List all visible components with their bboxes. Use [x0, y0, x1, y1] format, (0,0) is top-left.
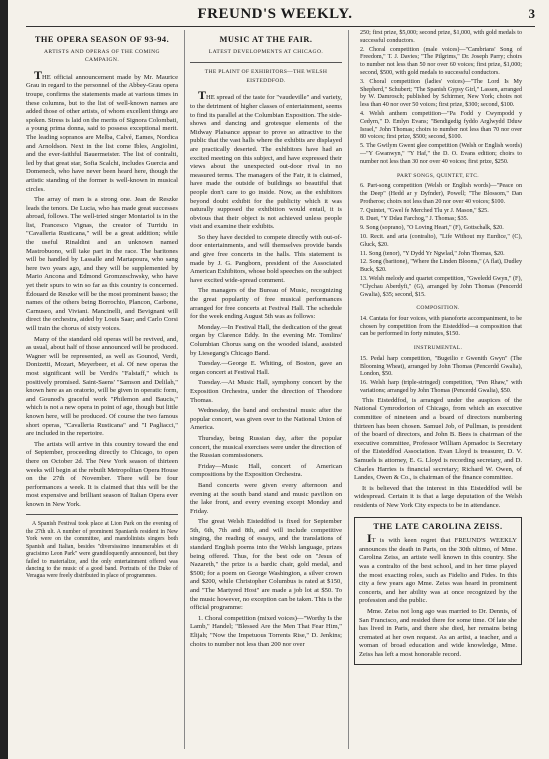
paragraph: Tuesday.—At Music Hall, symphony concert by the Exposition Orchestra, under the direction of Theodore Thomas. — [190, 379, 342, 404]
paragraph: The array of men is a strong one. Jean de Reszke leads the tenors. De Lucia, who has made great successes abroad, follows. The well-tried singer Montariol is in the list, Francesco Vignas, the creator of Turridu in "Cavalleria Rusticana," will be a great addition; while the useful Rinaldini and an unknown named Mastrobuono, will take part in the race. The baritones will be handled by Lassalle and Martapoura, who sang here two years ago, and they will be supplemented by Mario Ancona and Edmond Gromzeschwsky, who have yet their spurs to win so far as this country is concerned. Édouard de Reszke will be the most prominent basso; the names of the others being Borrochio, Plancon, Carbone, Carnuseo, and Viviani. Mancinelli, and Bevignani will direct the orchestra, aided by Louis Saar; and Carlo Corsi will train the chorus of sixty voices. — [26, 196, 178, 332]
page-binding-edge — [0, 0, 8, 759]
list-item: 4. Welsh anthem competition—"Pa Fodd y Cwympodd y Cedyrn," D. Emlyn Evans; "Bendigedig fyddo Arglwydd Dduw Israel," John Thomas; choirs to number not less than 70 nor over 80 voices; first prize, $500; second, $100. — [360, 110, 522, 141]
paragraph: THE official announcement made by Mr. Maurice Grau in regard to the personnel of the Abbey-Grau opera troupe, confirms the statements made at various times in these columns, but to the list of well-known names are added those of other artists, of whom excellent things are spoken. Stress is laid on the merits of Signora Colombati, a young prima donna, said to possess exceptional merit. The leading sopranos are Melba, Calvé, Eames, Nordica and Arnoldson. Next in the list come Ibles, Angiolini, and the ever-faithful Bauermeister. The list of contralti, led by that great star, Sofia Scalchi, includes Guercia and Domenech, who have never been heard here, though the artistic standing of the former is well-known in musical circles. — [26, 67, 178, 193]
list-item: 10. Recit. and aria (contralto), "Life Without my Eurdice," (C), Gluck, $20. — [360, 233, 522, 248]
paragraph: This Eisteddfod, is arranged under the auspices of the National Cymrodorion of Chicago, from which an executive committee of nineteen and a board of directors numbering thirteen has been chosen. Samuel Job, of Pullman, is president of the board of directors, and John B. Bees is chairman of the executive committee, Professor William Apmadoc is Secretary of the Eisteddfod Association. Evan Lloyd is treasurer, D. V. Samuels is attorney, E. G. Lloyd is recording secretary, and D. Charles Harries is financial secretary; Richard W. Owen, of Landes, Owen & Co., is chairman of the finance committee. — [354, 396, 522, 482]
news-note — [26, 521, 178, 580]
paragraph: Tuesday.—George E. Whiting, of Boston, gave an organ concert at Festival Hall. — [190, 360, 342, 376]
article-subhead: THE PLAINT OF EXHIBITORS—THE WELSH EISTEDDFOD. — [204, 69, 328, 84]
paragraph: Mme. Zeiss not long ago was married to Dr. Dennis, of San Francisco, and resided there for some time. Of late she has lived in Paris, and there she died, her remains being cremated at her own request. As an artist, a teacher, and a woman of broad education and wide knowledge, Mme. Zeiss has left a most honorable record. — [359, 607, 517, 658]
paragraph: 1. Choral competition (mixed voices)—"Worthy Is the Lamb," Handel; "Blessed Are the Men That Fear Him," Elijah; "Now the Impetuous Torrents Rise," D. Jenkins; choirs to number not less than 200 nor over — [190, 614, 342, 648]
header-rule — [26, 26, 535, 27]
list-section-heading: INSTRUMENTAL. — [413, 345, 463, 352]
paragraph: Many of the standard old operas will be revived, and, as usual, about half of those announced will be produced. Wagner will be represented, as well as Gounod, Verdi, Donizetti, Mozart, Meyerbeer, et al. Of new operas the most significant will be Verdi's "Falstaff," which is positively promised. Saint-Saens' "Samson and Delilah," known here as an oratorio, will be given in operatic form, and Gounod's graceful work "Philemon and Baucis," which is not a new opera in point of age, though but little known here, will be produced. Of course the two famous short operas, "Cavalleria Rusticana" and "I Pagliacci," are included in the repertoire. — [26, 335, 178, 438]
list-item: 13. Welsh melody and quartet competition, "Gweledd Gwyn," (F), "Clychau Aberdyfi," (G), arranged by John Thomas (Pencerdd Gwalia), $35; second, $15. — [360, 275, 522, 298]
column-music-at-fair — [190, 30, 342, 651]
paragraph: So they have decided to compete directly with out-of-door entertainments, and will themselves provide bands and give free concerts in the halls. This statement is made by J. G. Pangborn, president of the Associated American Exhibitors, whose bold speeches on the subject have excited wide-spread comment. — [190, 233, 342, 284]
paragraph: Monday.—In Festival Hall, the dedication of the great organ by Clarence Eddy. In the evening Mr. Tomlins' Columbian Chorus sang on the wooded island, assisted by Liesegang's Chicago Band. — [190, 323, 342, 357]
list-item: 12. Song (baritone), "Where the Linden Blooms," (A flat), Dudley Buck, $20. — [360, 259, 522, 274]
list-item: 5. The Gwilym Gwent glee competition (Welsh or English words)—"Y Gwanwyn," "Y Haf," the D. O. Evans edition; choirs to number not less than 30 nor over 40 voices; first prize, $250. — [360, 143, 522, 165]
article-subtitle: ARTISTS AND OPERAS OF THE COMING CAMPAIGN. — [43, 48, 160, 64]
column-divider — [184, 30, 185, 749]
list-item: 11. Song (tenor), "Y Dydd Yr Ngwlad," John Thomas, $20. — [360, 250, 505, 257]
paragraph: Thursday, being Russian day, after the popular concert, the musical exercises were under the direction of the Russian commissioners. — [190, 434, 342, 460]
paragraph: Wednesday, the band and orchestral music after the popular concert, was given over to the National Union of America. — [190, 407, 342, 432]
section-rule — [190, 62, 342, 63]
list-item: 7. Quintet, "Gwel fe Merched Tlu yr J. Mason," $25. — [360, 207, 489, 214]
section-rule — [26, 514, 178, 515]
column-divider — [348, 30, 349, 749]
list-section-heading: PART SONGS, QUINTET, ETC. — [397, 172, 479, 179]
page-number: 3 — [528, 6, 535, 21]
paragraph: It is believed that the interest in this Eisteddfod will be widespread. Certain it is that a large deputation of the Welsh residents of New York City expects to be in attendance. — [354, 484, 522, 509]
list-section-heading: COMPOSITION. — [416, 305, 460, 312]
column-eisteddfod-continued — [354, 30, 522, 665]
list-item: 2. Choral competition (male voices)—"Cambrians' Song of Freedom," T. J. Davies; "The Pilgrims," Dr. Joseph Parry; choirs to number not less than 50 nor over 60 voices; first prize, $1,000; second, $500, with gold medals to successful conductors. — [360, 46, 522, 76]
list-item: 3. Choral competition (ladies' voices)—"The Lord Is My Shepherd," Schubert; "The Spanish Gypsy Girl," Lassen, arranged by W. Damrosch; published by Schirmer, New York; choirs not less than 40 nor over 50 voices; first prize, $300; second, $100. — [360, 78, 522, 109]
list-item: 14. Cantata for four voices, with pianoforte accompaniment, to be chosen by competition from the Eisteddfod—a composition that can be performed in forty minutes, $150. — [360, 315, 522, 338]
list-item: 8. Duet, "Y Ddau Farchog," J. Thomas; $35. — [360, 216, 469, 223]
paragraph: A Spanish Festival took place at Lion Park on the evening of the 27th ult. A number of prominent Spaniards resident in New York were on the committee, and mandolinists singers both Spanish and Italian, besides "diversissimo innumerables et di gracisimo Leon Park" were grandiloquently announced, but they failed to materialize, and the only entertainment offered was dancing to the music of a good band. Portraits of the Duke of Veragua were freely distributed in place of programmes. — [26, 521, 178, 580]
paragraph: THE spread of the taste for "vaudeville" and variety, to the detriment of higher classes of entertainment, seems to find its parallel at the Columbian Exposition. The side-shows and dancing and grotesque elements of the Midway Plaisance appear to prove so attractive to the public that the vast halls where the exhibits are displayed are practically deserted. The exhibitors have had an excited meeting on this subject, and have expressed their views about the unexpected out-door rival in no measured terms. The managers of the Fair, it is claimed, have made the outside of buildings so beautiful that people don't care to go inside. Now, as the exhibitors beyond doubt exhibit for the publicity which it was naturally supposed the exhibition would entail, it is obvious that their object is not achieved unless people visit and examine their exhibits. — [190, 88, 342, 231]
paragraph: The managers of the Bureau of Music, recognizing the great popularity of free musical performances arranged for free concerts at Festival Hall. The schedule for the week ending August 5th was as follows: — [190, 287, 342, 321]
paragraph: The great Welsh Eisteddfod is fixed for September 5th, 6th, 7th and 8th, and will include competitive singing, the reading of essays, and the translations of standard English poems into the Welsh language, prizes being offered. Thus, for the best ode on "Jesus of Nazareth," the prize is a bardic chair, gold medal, and $500; for a poem on George Washington, a silver crown and $200, while Christopher Columbus is rated at $150, and "The Martyred Host" are made a job lot at $50. To the music however, no exception can be taken. This is the official programme: — [190, 518, 342, 612]
list-item: 6. Part-song competition (Welsh or English words)—"Peace on the Deep" (Hedd ar y Dyfnder), Powell; "The Blossom," Dan Protheroe; choirs not less than 20 nor over 40 voices; $100. — [360, 183, 522, 205]
article-title: MUSIC AT THE FAIR. — [219, 35, 313, 44]
article-title: THE LATE CAROLINA ZEISS. — [373, 521, 503, 531]
paragraph: Band concerts were given every afternoon and evening at the south band stand and music pavilion on the lake front, and every evening except Monday and Friday. — [190, 481, 342, 515]
obituary-box — [354, 517, 522, 666]
list-item: 15. Pedal harp competition, "Bugeilio r Gwenith Gwyn" (The Blooming Wheat), arranged by John Thomas (Pencerdd Gwalia), London, $50. — [360, 355, 522, 378]
list-item: 16. Welsh harp (triple-stringed) competition, "Pen Rhaw," with variations; arranged by John Thomas (Pencerdd Gwalia), $50. — [360, 380, 522, 395]
paragraph: The artists will arrive in this country toward the end of September, proceeding directly to Chicago, to open there on October 2d. The New York season of thirteen weeks will begin at the rebuilt Metropolitan Opera House on the 27th of November. There will be four performances a week. It is claimed that this will be the most expensive and brilliant season of Italian Opera ever known in New York. — [26, 440, 178, 508]
article-subtitle: LATEST DEVELOPMENTS AT CHICAGO. — [208, 48, 324, 55]
list-item: 250; first prize, $5,000; second prize, $1,000, with gold medals to successful conductors. — [360, 30, 522, 44]
column-opera-season — [26, 30, 178, 583]
programme-list — [354, 30, 522, 396]
paragraph: Friday—Music Hall, concert of American compositions by the Exposition Orchestra. — [190, 462, 342, 479]
paragraph: IT is with keen regret that FREUND'S WEEKLY announces the death in Paris, on the 30th ultimo, of Mme. Carolina Zeiss, an artiste well known in this country. She was a contralto of the best school, and in her time played the most exacting roles, such as Fidelio and Fides. In this city a few years ago Mme. Zeiss was heard in prominent concerts, and her ability was at once recognized by the profession and the public. — [359, 531, 517, 605]
article-title: THE OPERA SEASON OF 93-94. — [34, 35, 170, 44]
masthead-title: FREUND'S WEEKLY. — [197, 6, 353, 22]
list-item: 9. Song (soprano), "O Loving Heart," (F), Gottschalk, $20. — [360, 225, 504, 232]
